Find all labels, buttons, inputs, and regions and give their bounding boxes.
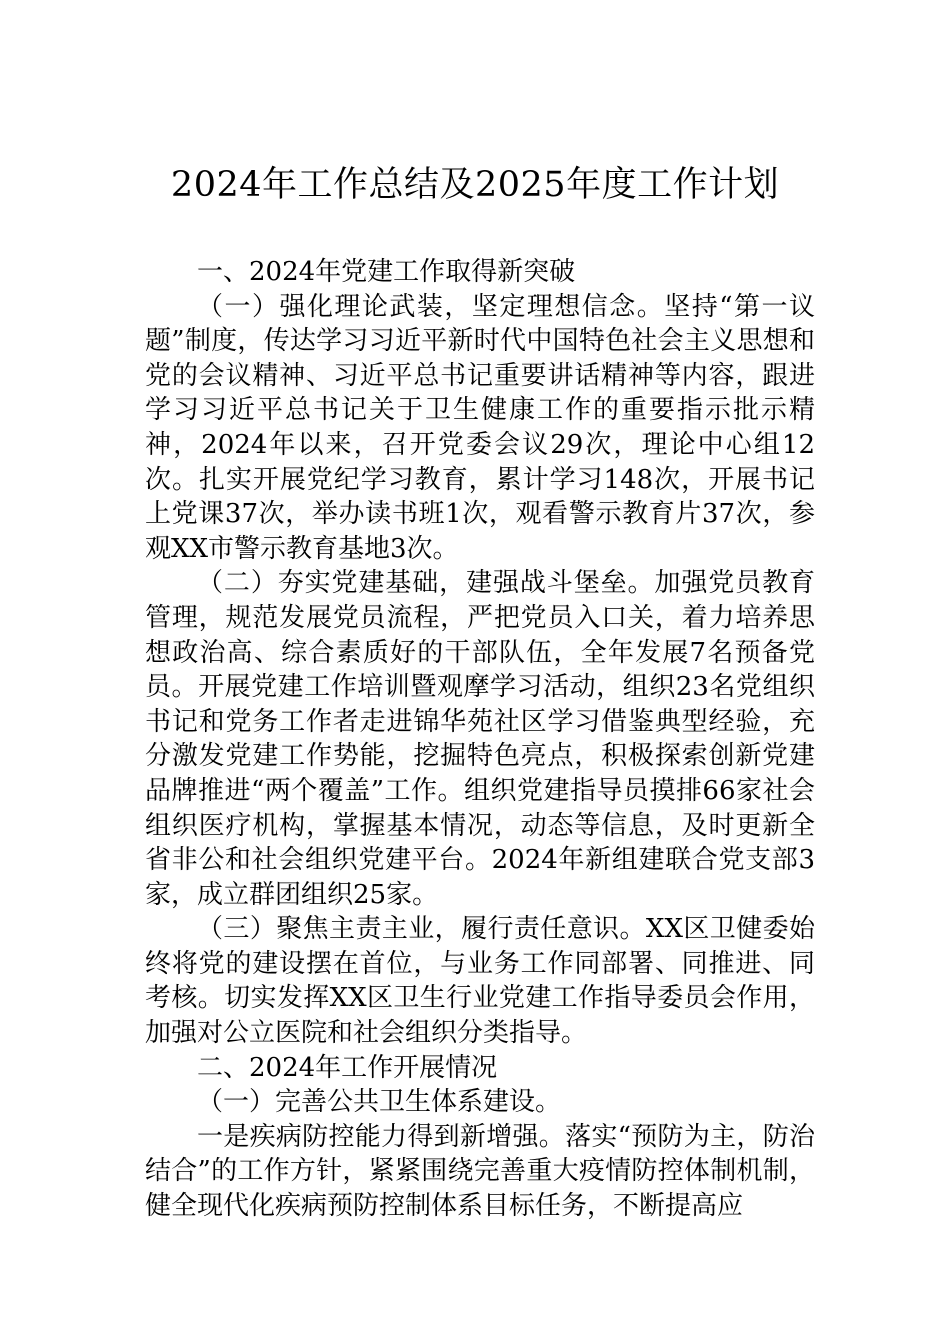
document-title: 2024年工作总结及2025年度工作计划	[170, 165, 780, 205]
paragraph-2-1: （一）完善公共卫生体系建设。	[197, 1087, 562, 1118]
section-heading-2: 二、2024年工作开展情况	[197, 1052, 498, 1083]
paragraph-1-3: （三）聚焦主责主业，履行责任意识。XX区卫健委始终将党的建设摆在首位，与业务工作同部署、同推进、同考核。切实发挥XX区卫生行业党建工作指导委员会作用，加强对公立医院和社会组织分类指导。	[145, 914, 815, 1049]
section-heading-1: 一、2024年党建工作取得新突破	[197, 257, 576, 287]
paragraph-2-2: 一是疾病防控能力得到新增强。落实“预防为主，防治结合”的工作方针，紧紧围绕完善重大疫情防控体制机制，健全现代化疾病预防控制体系目标任务，不断提高应	[145, 1121, 815, 1222]
paragraph-1-2: （二）夯实党建基础，建强战斗堡垒。加强党员教育管理，规范发展党员流程，严把党员入口关，着力培养思想政治高、综合素质好的干部队伍，全年发展7名预备党员。开展党建工作培训暨观摩学习活动，组织23名党组织书记和党务工作者走进锦华苑社区学习借鉴典型经验，充分激发党建工作势能，挖掘特色亮点，积极探索创新党建品牌推进“两个覆盖”工作。组织党建指导员摸排66家社会组织医疗机构，掌握基本情况，动态等信息，及时更新全省非公和社会组织党建平台。2024年新组建联合党支部3家，成立群团组织25家。	[145, 568, 815, 910]
paragraph-1-1: （一）强化理论武装，坚定理想信念。坚持“第一议题”制度，传达学习习近平新时代中国特色社会主义思想和党的会议精神、习近平总书记重要讲话精神等内容，跟进学习习近平总书记关于卫生健康工作的重要指示批示精神，2024年以来，召开党委会议29次，理论中心组12次。扎实开展党纪学习教育，累计学习148次，开展书记上党课37次，举办读书班1次，观看警示教育片37次，参观XX市警示教育基地3次。	[145, 291, 815, 564]
document-body	[145, 255, 815, 1224]
